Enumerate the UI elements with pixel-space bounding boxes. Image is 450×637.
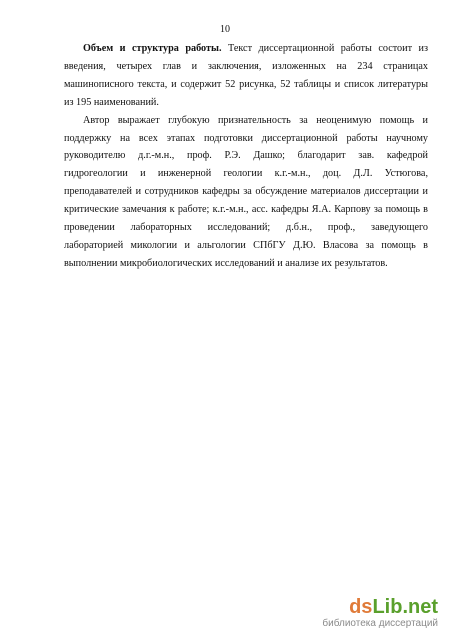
text-line: из 195 наименований. xyxy=(64,96,159,108)
text-line: гидрогеологии и инженерной геологии к.г.-м.н., доц. Д.Л. Устюгова, xyxy=(64,168,428,180)
dslib-logo xyxy=(322,597,438,617)
text-line: проведении лабораторных исследований; д.б.н., проф., заведующего xyxy=(64,222,428,234)
watermark-subtitle: библиотека диссертаций xyxy=(322,618,438,629)
page-number: 10 xyxy=(220,24,230,35)
text-line: критические замечания к работе; к.г.-м.н., асс. кафедры Я.А. Карпову за помощь в xyxy=(64,204,428,216)
text-fragment: Текст диссертационной работы состоит из xyxy=(221,43,428,54)
logo-net: .net xyxy=(402,596,438,618)
text-line: лабораторией микологии и альгологии СПбГУ Д.Ю. Власова за помощь в xyxy=(64,239,428,251)
text-line: преподавателей и сотрудников кафедры за обсуждение материалов диссертации и xyxy=(64,186,428,198)
text-line xyxy=(64,40,428,58)
text-line: машинописного текста, и содержит 52 рисунка, 52 таблицы и список литературы xyxy=(64,78,428,90)
dslib-watermark xyxy=(322,597,438,629)
text-line: поддержку на всех этапах подготовки диссертационной работы научному xyxy=(64,132,428,144)
paragraph-acknowledgements xyxy=(64,112,428,273)
text-line: введения, четырех глав и заключения, изложенных на 234 страницах xyxy=(64,60,428,72)
text-line: Автор выражает глубокую признательность за неоценимую помощь и xyxy=(83,114,428,126)
logo-ds: ds xyxy=(349,596,373,618)
logo-lib: Lib xyxy=(372,596,403,618)
paragraph-structure xyxy=(64,40,428,112)
body-text xyxy=(64,40,428,273)
paragraph-heading: Объем и структура работы. xyxy=(83,43,222,54)
text-line: выполнении микробиологических исследований и анализе их результатов. xyxy=(64,257,388,269)
text-line: руководителю д.г.-м.н., проф. Р.Э. Дашко; благодарит зав. кафедрой xyxy=(64,150,428,162)
